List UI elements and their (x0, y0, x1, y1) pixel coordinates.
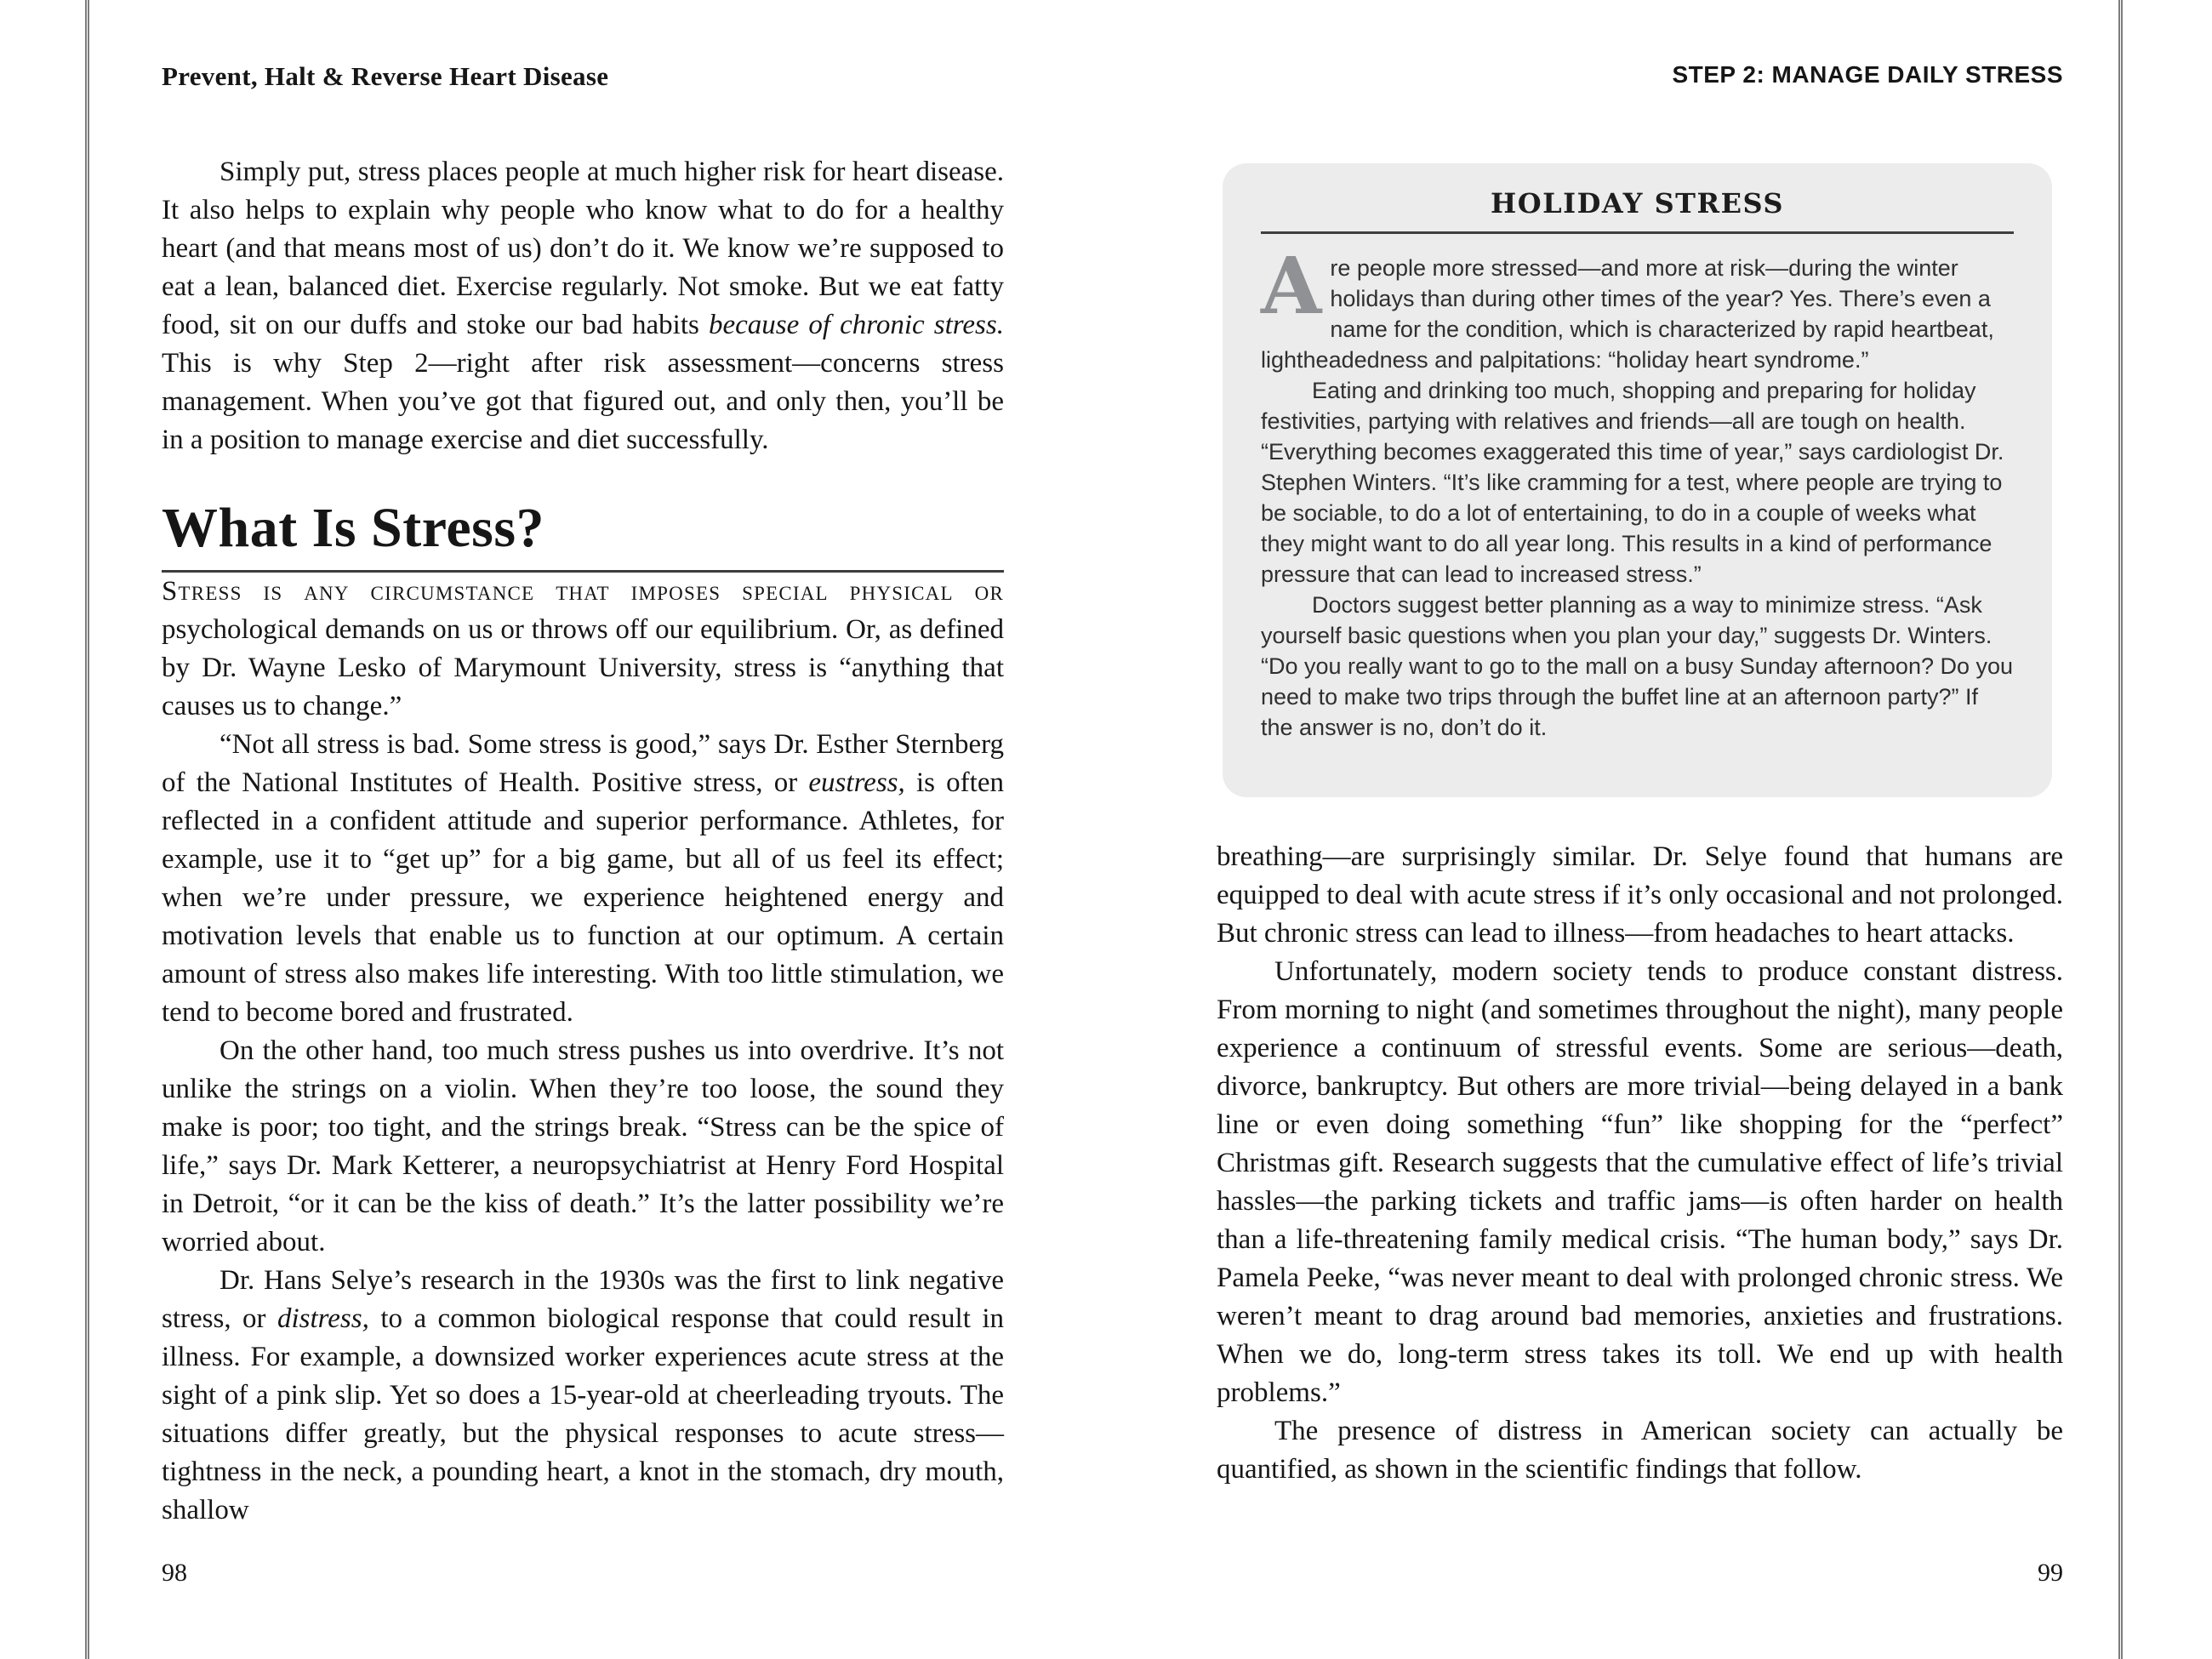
left-text-column (162, 153, 1004, 1530)
running-header-right: STEP 2: MANAGE DAILY STRESS (1672, 61, 2063, 88)
page-number-right: 99 (2038, 1559, 2063, 1587)
paragraph: On the other hand, too much stress pushes us into overdrive. It’s not unlike the strings on a violin. When they’re too loose, the sound they make is poor; too tight, and the strings break. “Stress can be the spice of life,” says Dr. Mark Ketterer, a neuropsychiatrist at Henry Ford Hospital in Detroit, “or it can be the kiss of death.” It’s the latter possibility we’re worried about. (162, 1035, 1004, 1257)
paragraph: “Not all stress is bad. Some stress is good,” says Dr. Esther Sternberg of the National Institutes of Health. Positive stress, or eustress, is often reflected in a confident attitude and superior performance. Athletes, for example, use it to “get up” for a big game, but all of us feel its effect; when we’re under pressure, we experience heightened energy and motivation levels that enable us to function at our optimum. A certain amount of stress also makes life interesting. With too little stimulation, we tend to become bored and frustrated. (162, 729, 1004, 1028)
paragraph: Dr. Hans Selye’s research in the 1930s was the first to link negative stress, or distress, to a common biological response that could result in illness. For example, a downsized worker experiences acute stress at the sight of a pink slip. Yet so does a 15-year-old at cheerleading tryouts. The situations differ greatly, but the physical responses to acute stress—tightness in the neck, a pounding heart, a knot in the stomach, dry mouth, shallow (162, 1265, 1004, 1525)
paragraph: Stress is any circumstance that imposes special physical or psychological demands on us or throws off our equilibrium. Or, as defined by Dr. Wayne Lesko of Marymount University, stress is “anything that causes us to change.” (162, 576, 1004, 721)
section-heading: What Is Stress? (162, 497, 545, 559)
running-header-left: Prevent, Halt & Reverse Heart Disease (162, 61, 609, 91)
sidebar-paragraph (1261, 240, 2014, 375)
paragraph-intro: Simply put, stress places people at much higher risk for heart disease. It also helps to explain why people who know what to do for a healthy heart (and that means most of us) don’t do it. We know we’re supposed to eat a lean, balanced diet. Exercise regularly. Not smoke. But we eat fatty food, sit on our duffs and stoke our bad habits because of chronic stress. This is why Step 2—right after risk assessment—concerns stress management. When you’ve got that figured out, and only then, you’ll be in a position to manage exercise and diet successfully. (162, 157, 1004, 455)
sidebar-holiday-stress (1223, 163, 2052, 797)
drop-cap: A (1261, 240, 1322, 332)
paragraph: breathing—are surprisingly similar. Dr. Selye found that humans are equipped to deal with acute stress if it’s only occasional and not prolonged. But chronic stress can lead to illness—from headaches to heart attacks. (1217, 841, 2063, 949)
sidebar-paragraph: Doctors suggest better planning as a way to minimize stress. “Ask yourself basic questions when you plan your day,” suggests Dr. Winters. “Do you really want to go to the mall on a busy Sunday afternoon? Do you need to make two trips through the buffet line at an afternoon party?” If the answer is no, don’t do it. (1261, 592, 2014, 740)
page-number-left: 98 (162, 1559, 187, 1587)
sidebar-paragraph: Eating and drinking too much, shopping and preparing for holiday festivities, partying with relatives and friends—all are tough on health. “Everything becomes exaggerated this time of year,” says cardiologist Dr. Stephen Winters. “It’s like cramming for a test, where people are trying to be sociable, to do a lot of entertaining, to do in a couple of weeks what they might want to do all year long. This results in a kind of performance pressure that can lead to increased stress.” (1261, 378, 2004, 587)
paragraph: Unfortunately, modern society tends to produce constant distress. From morning to night (and sometimes throughout the night), many people experience a continuum of stressful events. Some are serious—death, divorce, bankruptcy. But others are more trivial—being delayed in a bank line or even doing something “fun” like shopping for the “perfect” Christmas gift. Research suggests that the cumulative effect of life’s trivial hassles—the parking tickets and traffic jams—is often harder on health than a life-threatening family medical crisis. “The human body,” says Dr. Pamela Peeke, “was never meant to deal with prolonged chronic stress. We weren’t meant to drag around bad memories, anxieties and frustrations. When we do, long-term stress takes its toll. We end up with health problems.” (1217, 956, 2063, 1408)
scan-edge-left (85, 0, 89, 1659)
paragraph: The presence of distress in American society can actually be quantified, as shown in the scientific findings that follow. (1217, 1416, 2063, 1485)
right-text-column (1217, 838, 2063, 1489)
sidebar-title-rule (1261, 231, 2014, 234)
sidebar-title: HOLIDAY STRESS (1491, 187, 1784, 219)
sidebar-paragraph-text: re people more stressed—and more at risk—during the winter holidays than during other times of the year? Yes. There’s even a name for the condition, which is characterized by rapid heartbeat, lightheadedness and palpitations: “holiday heart syndrome.” (1261, 255, 1994, 373)
scan-edge-right (2118, 0, 2123, 1659)
